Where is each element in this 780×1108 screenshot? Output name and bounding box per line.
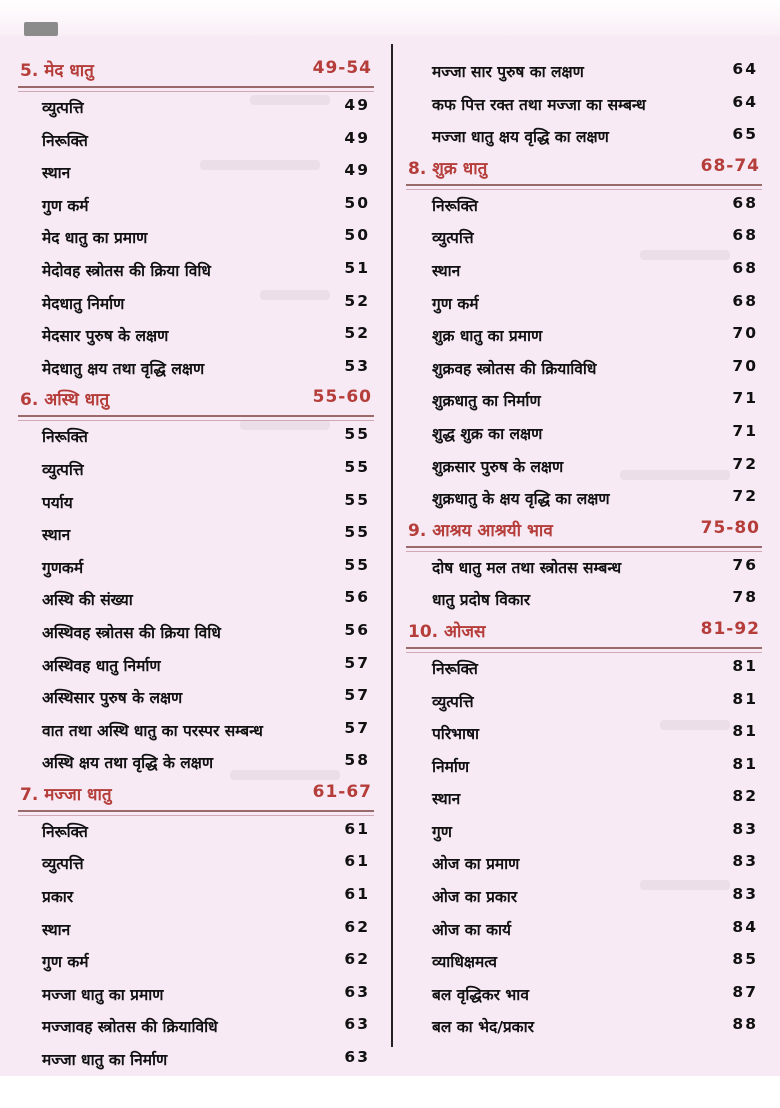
toc-entry-page: 56	[344, 588, 370, 607]
toc-entry-page: 53	[344, 356, 370, 375]
toc-entry-page: 49	[344, 128, 370, 147]
toc-entry-title: दोष धातु मल तथा स्त्रोतस सम्बन्ध	[432, 558, 622, 577]
toc-entry-page: 78	[732, 588, 758, 607]
toc-entry[interactable]	[406, 946, 762, 979]
toc-entry[interactable]	[18, 946, 374, 979]
section-heading	[406, 619, 762, 649]
section-title: 9. आश्रय आश्रयी भाव	[408, 520, 553, 541]
toc-entry-title: गुण कर्म	[42, 953, 89, 972]
toc-entry[interactable]	[18, 914, 374, 947]
toc-entry[interactable]	[18, 747, 374, 780]
toc-entry[interactable]	[18, 552, 374, 585]
toc-entry-title: निरूक्ति	[42, 131, 88, 150]
toc-entry-page: 81	[732, 689, 758, 708]
toc-entry-title: अस्थि की संख्या	[42, 591, 133, 610]
section-title: 6. अस्थि धातु	[20, 390, 110, 411]
toc-entry-page: 49	[344, 96, 370, 114]
toc-entry-title: व्याधिक्षमत्व	[432, 953, 497, 972]
toc-entry[interactable]	[406, 584, 762, 617]
toc-entry-page: 87	[732, 982, 758, 1001]
toc-entry[interactable]	[406, 255, 762, 288]
toc-entry[interactable]	[18, 617, 374, 650]
section-title: 10. ओजस	[408, 621, 486, 642]
toc-entry[interactable]	[406, 979, 762, 1012]
toc-entry[interactable]	[406, 222, 762, 255]
toc-entry[interactable]	[18, 682, 374, 715]
toc-entry-page: 71	[732, 389, 758, 408]
toc-entry-title: मेदसार पुरुष के लक्षण	[42, 327, 169, 346]
toc-entry-title: निरूक्ति	[432, 196, 478, 215]
toc-entry-title: गुण कर्म	[432, 294, 479, 313]
section-title: 7. मज्जा धातु	[20, 784, 112, 805]
toc-entry-title: व्युत्पत्ति	[42, 855, 84, 874]
toc-entry-page: 62	[344, 917, 370, 936]
toc-entry[interactable]	[406, 848, 762, 881]
toc-entry-page: 82	[732, 787, 758, 806]
toc-entry-title: शुक्र धातु का प्रमाण	[432, 327, 543, 346]
toc-entry[interactable]	[18, 320, 374, 353]
toc-entry-title: अस्थिवह धातु निर्माण	[42, 656, 161, 675]
toc-entry-page: 55	[344, 490, 370, 509]
toc-entry-page: 83	[732, 819, 758, 838]
page-top-edge	[0, 0, 780, 36]
toc-entry[interactable]	[18, 222, 374, 255]
toc-entry[interactable]	[18, 715, 374, 748]
section-heading	[18, 782, 374, 812]
toc-entry-page: 83	[732, 852, 758, 871]
toc-entry[interactable]	[406, 653, 762, 686]
section-heading	[18, 58, 374, 88]
section-heading	[406, 518, 762, 548]
toc-entry-page: 88	[732, 1015, 758, 1034]
toc-entry-title: शुद्ध शुक्र का लक्षण	[432, 424, 543, 443]
section-page-range: 61-67	[312, 781, 372, 802]
toc-entry-title: गुणकर्म	[42, 558, 84, 577]
toc-entry-page: 52	[344, 291, 370, 310]
toc-entry-title: स्थान	[42, 526, 71, 545]
toc-entry-page: 81	[732, 656, 758, 675]
toc-entry[interactable]	[406, 121, 762, 154]
toc-entry-page: 51	[344, 258, 370, 277]
toc-right-column	[406, 56, 762, 1044]
toc-entry[interactable]	[18, 487, 374, 520]
toc-entry[interactable]	[18, 519, 374, 552]
toc-entry[interactable]	[18, 255, 374, 288]
toc-entry-title: मेदधातु क्षय तथा वृद्धि लक्षण	[42, 359, 205, 378]
toc-entry-title: व्युत्पत्ति	[432, 692, 474, 711]
toc-entry-title: मेदधातु निर्माण	[42, 294, 125, 313]
toc-entry-title: निर्माण	[432, 757, 470, 776]
toc-entry-page: 55	[344, 425, 370, 444]
toc-entry-title: मेदोवह स्त्रोतस की क्रिया विधि	[42, 261, 211, 280]
toc-entry-title: व्युत्पत्ति	[42, 460, 84, 479]
toc-entry-page: 76	[732, 555, 758, 574]
toc-entry-page: 72	[732, 454, 758, 473]
toc-left-column	[18, 56, 374, 1077]
toc-entry[interactable]	[406, 751, 762, 784]
toc-entry[interactable]	[406, 56, 762, 89]
toc-entry-title: स्थान	[42, 164, 71, 183]
toc-entry-page: 64	[732, 92, 758, 111]
toc-entry-page: 57	[344, 686, 370, 705]
toc-entry-page: 61	[344, 852, 370, 871]
toc-entry[interactable]	[406, 89, 762, 122]
toc-entry-title: ओज का प्रकार	[432, 888, 518, 907]
toc-entry-title: प्रकार	[42, 888, 74, 907]
toc-entry[interactable]	[18, 650, 374, 683]
toc-entry[interactable]	[406, 190, 762, 223]
toc-entry-title: निरूक्ति	[42, 428, 88, 447]
toc-entry-page: 70	[732, 356, 758, 375]
toc-entry-title: शुक्रधातु के क्षय वृद्धि का लक्षण	[432, 490, 610, 509]
toc-entry[interactable]	[18, 157, 374, 190]
section-page-range: 68-74	[700, 155, 760, 176]
toc-entry-page: 61	[344, 819, 370, 838]
toc-entry-title: परिभाषा	[432, 725, 480, 744]
toc-entry[interactable]	[406, 552, 762, 585]
toc-entry[interactable]	[406, 451, 762, 484]
toc-entry[interactable]	[406, 418, 762, 451]
toc-entry-title: मज्जा धातु क्षय वृद्धि का लक्षण	[432, 128, 609, 147]
toc-entry-page: 68	[732, 291, 758, 310]
toc-entry-title: पर्याय	[42, 493, 73, 512]
toc-entry-title: बल का भेद/प्रकार	[432, 1018, 534, 1037]
toc-entry[interactable]	[18, 584, 374, 617]
toc-entry-page: 61	[344, 885, 370, 904]
toc-entry-page: 55	[344, 555, 370, 574]
toc-entry[interactable]	[18, 454, 374, 487]
toc-entry[interactable]	[406, 288, 762, 321]
toc-entry-title: गुण	[432, 822, 452, 841]
toc-entry[interactable]	[18, 288, 374, 321]
toc-entry[interactable]	[18, 881, 374, 914]
toc-entry[interactable]	[18, 816, 374, 849]
toc-entry-page: 85	[732, 950, 758, 969]
section-title: 8. शुक्र धातु	[408, 158, 488, 179]
toc-entry-title: मज्जा धातु का प्रमाण	[42, 985, 164, 1004]
toc-entry-page: 68	[732, 193, 758, 212]
toc-entry-page: 63	[344, 982, 370, 1001]
toc-entry-title: अस्थिवह स्त्रोतस की क्रिया विधि	[42, 623, 221, 642]
toc-entry[interactable]	[406, 718, 762, 751]
toc-entry[interactable]	[18, 353, 374, 386]
toc-entry[interactable]	[406, 320, 762, 353]
page-bottom-margin	[0, 1076, 780, 1108]
toc-entry-page: 68	[732, 226, 758, 245]
toc-entry-page: 64	[732, 60, 758, 78]
toc-entry-page: 81	[732, 722, 758, 741]
toc-entry[interactable]	[18, 92, 374, 125]
toc-entry-page: 83	[732, 885, 758, 904]
toc-entry-title: वात तथा अस्थि धातु का परस्पर सम्बन्ध	[42, 721, 263, 740]
toc-entry[interactable]	[406, 353, 762, 386]
section-page-range: 55-60	[312, 387, 372, 408]
toc-entry-page: 56	[344, 620, 370, 639]
toc-entry[interactable]	[18, 421, 374, 454]
section-heading	[406, 156, 762, 186]
binding-tab-mark	[24, 22, 58, 36]
toc-entry[interactable]	[406, 783, 762, 816]
toc-entry-page: 63	[344, 1015, 370, 1034]
toc-entry-page: 50	[344, 193, 370, 212]
toc-entry[interactable]	[406, 1011, 762, 1044]
toc-entry-title: शुक्रधातु का निर्माण	[432, 392, 541, 411]
toc-entry[interactable]	[406, 914, 762, 947]
toc-entry-title: निरूक्ति	[42, 822, 88, 841]
toc-entry-title: अस्थि क्षय तथा वृद्धि के लक्षण	[42, 754, 214, 773]
toc-entry-page: 72	[732, 487, 758, 506]
toc-entry-page: 49	[344, 161, 370, 180]
toc-entry-title: शुक्रसार पुरुष के लक्षण	[432, 457, 564, 476]
toc-entry-title: मेद धातु का प्रमाण	[42, 229, 148, 248]
section-page-range: 49-54	[312, 58, 372, 78]
toc-entry[interactable]	[18, 848, 374, 881]
toc-entry-page: 65	[732, 125, 758, 144]
toc-entry-title: धातु प्रदोष विकार	[432, 591, 531, 610]
column-divider	[391, 44, 393, 1047]
toc-entry-page: 70	[732, 324, 758, 343]
toc-entry[interactable]	[18, 979, 374, 1012]
toc-entry-page: 84	[732, 917, 758, 936]
toc-entry-page: 81	[732, 754, 758, 773]
section-page-range: 81-92	[700, 618, 760, 639]
toc-entry[interactable]	[406, 385, 762, 418]
toc-entry-title: निरूक्ति	[432, 659, 478, 678]
toc-entry-title: बल वृद्धिकर भाव	[432, 985, 529, 1004]
toc-entry-page: 63	[344, 1048, 370, 1067]
toc-entry[interactable]	[18, 1044, 374, 1077]
toc-entry-title: गुण कर्म	[42, 196, 89, 215]
toc-entry-page: 71	[732, 421, 758, 440]
toc-entry-page: 58	[344, 751, 370, 770]
toc-entry[interactable]	[18, 190, 374, 223]
toc-entry[interactable]	[18, 125, 374, 158]
toc-entry-title: स्थान	[432, 261, 461, 280]
toc-entry-page: 52	[344, 324, 370, 343]
toc-entry-title: मज्जा सार पुरुष का लक्षण	[432, 63, 584, 81]
section-page-range: 75-80	[700, 517, 760, 538]
toc-entry[interactable]	[18, 1011, 374, 1044]
toc-entry-title: अस्थिसार पुरुष के लक्षण	[42, 689, 183, 708]
toc-entry-page: 68	[732, 258, 758, 277]
toc-entry-title: ओज का कार्य	[432, 920, 511, 939]
toc-entry[interactable]	[406, 483, 762, 516]
toc-entry[interactable]	[406, 686, 762, 719]
toc-entry-page: 62	[344, 950, 370, 969]
toc-entry-page: 50	[344, 226, 370, 245]
toc-entry-title: स्थान	[42, 920, 71, 939]
toc-entry-title: स्थान	[432, 790, 461, 809]
toc-entry-page: 55	[344, 457, 370, 476]
toc-entry-page: 55	[344, 523, 370, 542]
toc-entry-title: मज्जा धातु का निर्माण	[42, 1051, 168, 1070]
toc-entry-title: शुक्रवह स्त्रोतस की क्रियाविधि	[432, 359, 597, 378]
section-heading	[18, 387, 374, 417]
toc-entry-title: ओज का प्रमाण	[432, 855, 520, 874]
toc-entry[interactable]	[406, 881, 762, 914]
section-title: 5. मेद धातु	[20, 61, 94, 81]
toc-entry-title: व्युत्पत्ति	[42, 99, 84, 117]
toc-entry-title: मज्जावह स्त्रोतस की क्रियाविधि	[42, 1018, 218, 1037]
toc-entry-title: कफ पित्त रक्त तथा मज्जा का सम्बन्ध	[432, 95, 646, 114]
toc-entry-title: व्युत्पत्ति	[432, 229, 474, 248]
toc-entry-page: 57	[344, 653, 370, 672]
toc-entry[interactable]	[406, 816, 762, 849]
toc-entry-page: 57	[344, 718, 370, 737]
